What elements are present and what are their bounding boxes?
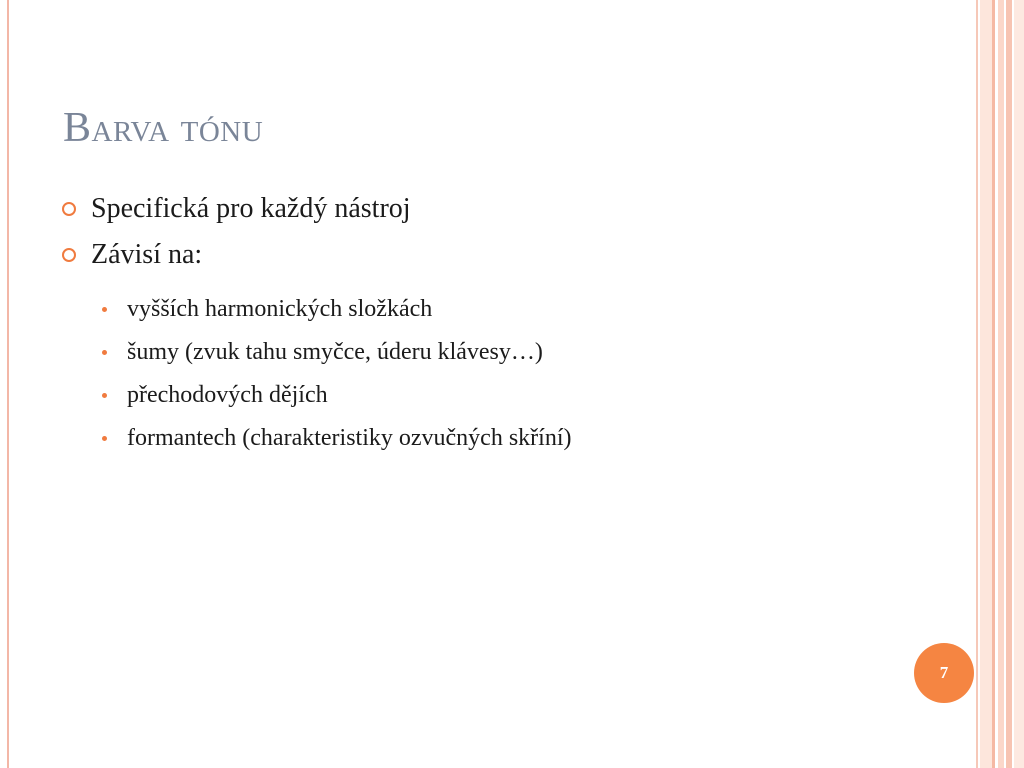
stripe — [980, 0, 992, 768]
slide-title: Barva tónu — [63, 105, 264, 151]
dot-bullet-icon — [102, 350, 107, 355]
left-border-line — [7, 0, 9, 768]
bullet-text: Závisí na: — [91, 239, 203, 270]
right-decorative-stripes — [976, 0, 1024, 768]
sub-bullet-list — [62, 288, 942, 460]
stripe — [992, 0, 995, 768]
bullet-item — [62, 186, 942, 232]
stripe — [1014, 0, 1024, 768]
ring-bullet-icon — [62, 248, 76, 262]
sub-bullet-item — [62, 374, 942, 417]
sub-bullet-text: přechodových dějích — [127, 382, 328, 408]
stripe — [976, 0, 978, 768]
sub-bullet-text: vyšších harmonických složkách — [127, 296, 433, 322]
dot-bullet-icon — [102, 393, 107, 398]
sub-bullet-item — [62, 417, 942, 460]
page-number-badge: 7 — [914, 643, 974, 703]
stripe — [1006, 0, 1012, 768]
dot-bullet-icon — [102, 436, 107, 441]
slide-content — [62, 186, 942, 460]
ring-bullet-icon — [62, 202, 76, 216]
bullet-text: Specifická pro každý nástroj — [91, 193, 411, 224]
sub-bullet-text: formantech (charakteristiky ozvučných skříní) — [127, 425, 572, 451]
sub-bullet-item — [62, 331, 942, 374]
stripe — [998, 0, 1004, 768]
sub-bullet-item — [62, 288, 942, 331]
dot-bullet-icon — [102, 307, 107, 312]
sub-bullet-text: šumy (zvuk tahu smyčce, úderu klávesy…) — [127, 339, 543, 365]
bullet-item — [62, 232, 942, 278]
